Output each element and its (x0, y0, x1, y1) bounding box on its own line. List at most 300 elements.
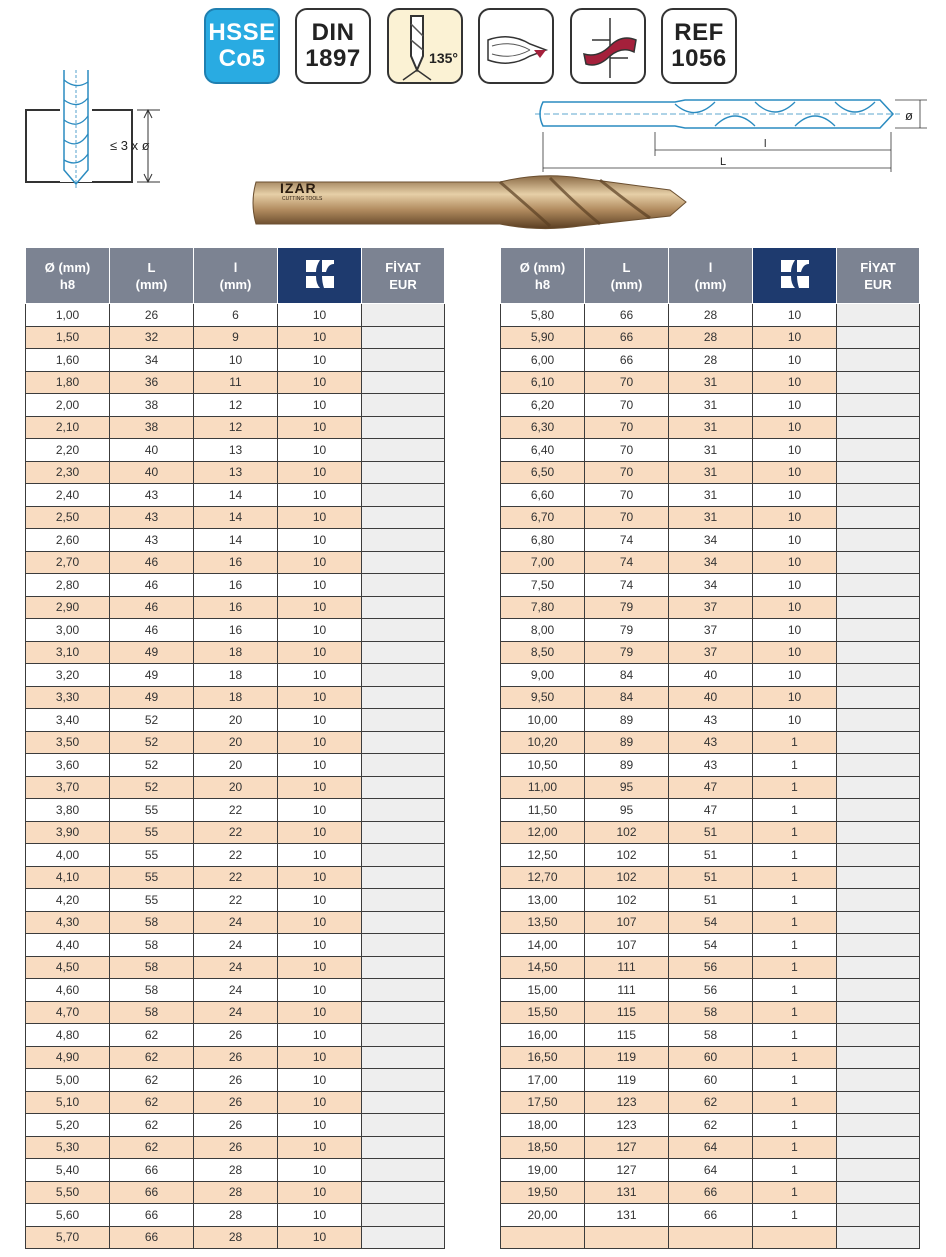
total-length-cell: 62 (110, 1114, 194, 1137)
pack-quantity-cell: 10 (278, 911, 362, 934)
diameter-cell: 20,00 (501, 1204, 585, 1227)
price-cell (362, 304, 445, 327)
price-cell (837, 551, 920, 574)
price-cell (362, 1159, 445, 1182)
diameter-cell: 18,50 (501, 1136, 585, 1159)
total-length-cell: 131 (585, 1181, 669, 1204)
flute-length-cell (669, 1226, 753, 1249)
table-row (501, 506, 920, 529)
diameter-cell: 4,80 (26, 1024, 110, 1047)
diameter-cell: 1,60 (26, 349, 110, 372)
pack-quantity-cell: 10 (278, 1046, 362, 1069)
pack-quantity-cell: 1 (753, 1114, 837, 1137)
flute-length-cell: 31 (669, 439, 753, 462)
flute-length-cell: 40 (669, 686, 753, 709)
total-length-cell: 70 (585, 506, 669, 529)
table-row (26, 1114, 445, 1137)
total-length-cell: 62 (110, 1136, 194, 1159)
pack-quantity-cell: 1 (753, 731, 837, 754)
price-cell (837, 1159, 920, 1182)
pack-quantity-cell: 10 (753, 326, 837, 349)
drill-point-135-icon (389, 10, 465, 86)
price-cell (837, 1136, 920, 1159)
ref-number-badge (661, 8, 737, 84)
pack-quantity-cell: 10 (278, 1091, 362, 1114)
flute-length-cell: 51 (669, 866, 753, 889)
total-length-cell: 66 (110, 1204, 194, 1227)
straight-shank-icon (480, 10, 556, 86)
total-length-header: L (mm) (110, 248, 194, 304)
table-row (501, 799, 920, 822)
pack-quantity-cell: 10 (278, 484, 362, 507)
table-row (26, 686, 445, 709)
flute-length-cell: 66 (669, 1204, 753, 1227)
price-cell (837, 731, 920, 754)
total-length-cell: 70 (585, 394, 669, 417)
diameter-cell: 5,20 (26, 1114, 110, 1137)
diameter-cell: 7,00 (501, 551, 585, 574)
flute-length-cell: 28 (669, 304, 753, 327)
flute-length-cell: 37 (669, 641, 753, 664)
diameter-cell: 5,50 (26, 1181, 110, 1204)
total-length-cell: 49 (110, 664, 194, 687)
total-length-cell: 46 (110, 551, 194, 574)
pack-quantity-cell: 10 (278, 956, 362, 979)
brand-subtitle: CUTTING TOOLS (282, 196, 323, 202)
flute-length-cell: 54 (669, 911, 753, 934)
pack-quantity-cell: 1 (753, 1136, 837, 1159)
diameter-cell: 18,00 (501, 1114, 585, 1137)
flute-length-cell: 26 (194, 1091, 278, 1114)
price-cell (362, 619, 445, 642)
diameter-cell: 10,20 (501, 731, 585, 754)
pack-quantity-cell: 1 (753, 934, 837, 957)
pack-quantity-cell: 10 (753, 664, 837, 687)
pack-quantity-cell: 1 (753, 1181, 837, 1204)
total-length-cell: 52 (110, 731, 194, 754)
price-cell (837, 641, 920, 664)
diameter-cell: 19,00 (501, 1159, 585, 1182)
total-length-cell: 89 (585, 754, 669, 777)
table-row (501, 641, 920, 664)
pack-quantity-cell: 10 (753, 304, 837, 327)
pack-quantity-cell: 10 (278, 1159, 362, 1182)
diameter-cell: 2,80 (26, 574, 110, 597)
flute-length-cell: 16 (194, 551, 278, 574)
total-length-cell: 43 (110, 484, 194, 507)
price-cell (837, 709, 920, 732)
price-cell (362, 934, 445, 957)
flute-length-cell: 28 (669, 326, 753, 349)
split-point-badge (570, 8, 646, 84)
price-cell (837, 326, 920, 349)
flute-length-cell: 47 (669, 799, 753, 822)
flute-length-cell: 12 (194, 416, 278, 439)
table-row (26, 551, 445, 574)
table-row (501, 731, 920, 754)
pack-quantity-cell: 10 (278, 889, 362, 912)
flute-length-cell: 47 (669, 776, 753, 799)
diameter-cell: 3,40 (26, 709, 110, 732)
diameter-cell: 3,30 (26, 686, 110, 709)
diameter-cell: 5,90 (501, 326, 585, 349)
price-cell (837, 866, 920, 889)
pack-quantity-cell: 10 (278, 821, 362, 844)
flute-length-cell: 58 (669, 1024, 753, 1047)
diameter-cell: 2,40 (26, 484, 110, 507)
total-length-cell: 58 (110, 956, 194, 979)
price-cell (837, 371, 920, 394)
diameter-cell: 5,10 (26, 1091, 110, 1114)
flute-length-cell: 31 (669, 484, 753, 507)
pack-quantity-cell: 10 (278, 799, 362, 822)
table-row (501, 1091, 920, 1114)
table-row (26, 799, 445, 822)
total-length-cell: 95 (585, 776, 669, 799)
flute-length-cell: 22 (194, 844, 278, 867)
price-cell (837, 776, 920, 799)
pack-quantity-cell: 10 (278, 551, 362, 574)
price-cell (837, 1114, 920, 1137)
total-length-cell: 74 (585, 529, 669, 552)
diameter-cell: 10,00 (501, 709, 585, 732)
flute-length-cell: 34 (669, 551, 753, 574)
total-length-cell: 95 (585, 799, 669, 822)
diameter-cell: 15,50 (501, 1001, 585, 1024)
flute-length-cell: 26 (194, 1069, 278, 1092)
price-cell (362, 1024, 445, 1047)
price-cell (837, 1001, 920, 1024)
pack-quantity-cell: 10 (278, 326, 362, 349)
price-cell (362, 956, 445, 979)
flute-length-cell: 12 (194, 394, 278, 417)
table-row (501, 529, 920, 552)
table-row (26, 731, 445, 754)
table-row (26, 844, 445, 867)
diameter-cell: 10,50 (501, 754, 585, 777)
pack-quantity-cell: 10 (278, 596, 362, 619)
total-length-cell: 49 (110, 641, 194, 664)
price-cell (837, 596, 920, 619)
price-cell (837, 439, 920, 462)
total-length-cell: 84 (585, 686, 669, 709)
total-length-cell: 74 (585, 574, 669, 597)
price-cell (362, 686, 445, 709)
flute-length-cell: 26 (194, 1046, 278, 1069)
table-row (26, 979, 445, 1002)
badge-line1: HSSE (208, 19, 276, 46)
price-cell (362, 1046, 445, 1069)
price-cell (362, 866, 445, 889)
price-cell (837, 1226, 920, 1249)
diameter-cell: 1,00 (26, 304, 110, 327)
pack-quantity-cell: 10 (278, 349, 362, 372)
table-row (26, 1159, 445, 1182)
flute-length-cell: 13 (194, 439, 278, 462)
diameter-cell: 3,90 (26, 821, 110, 844)
brand-name: IZAR (280, 180, 317, 196)
flute-length-cell: 66 (669, 1181, 753, 1204)
size-table-left (25, 247, 445, 1249)
total-length-cell: 58 (110, 979, 194, 1002)
table-row (26, 484, 445, 507)
flute-length-cell: 24 (194, 979, 278, 1002)
diameter-cell: 7,80 (501, 596, 585, 619)
pack-quantity-cell: 1 (753, 956, 837, 979)
price-cell (837, 1069, 920, 1092)
pack-quantity-cell: 10 (278, 979, 362, 1002)
price-cell (362, 641, 445, 664)
pack-quantity-cell: 10 (278, 1136, 362, 1159)
price-cell (837, 506, 920, 529)
total-length-cell: 66 (585, 304, 669, 327)
total-length-cell: 52 (110, 776, 194, 799)
total-length-dim-label: L (720, 156, 727, 168)
flute-length-cell: 54 (669, 934, 753, 957)
badge-line2: 1056 (671, 45, 727, 72)
pack-quantity-cell: 10 (278, 574, 362, 597)
pack-quantity-cell: 1 (753, 799, 837, 822)
price-cell (362, 731, 445, 754)
diameter-cell: 11,00 (501, 776, 585, 799)
total-length-cell: 79 (585, 641, 669, 664)
diameter-cell (501, 1226, 585, 1249)
diameter-cell: 8,50 (501, 641, 585, 664)
price-cell (362, 1181, 445, 1204)
table-row (26, 1046, 445, 1069)
flute-length-cell: 16 (194, 596, 278, 619)
table-row (26, 461, 445, 484)
pack-quantity-cell: 10 (278, 619, 362, 642)
total-length-cell: 49 (110, 686, 194, 709)
flute-length-cell: 28 (194, 1159, 278, 1182)
flute-length-cell: 24 (194, 1001, 278, 1024)
pack-quantity-cell: 1 (753, 1024, 837, 1047)
total-length-cell: 58 (110, 934, 194, 957)
pack-quantity-cell: 10 (278, 304, 362, 327)
table-row (26, 956, 445, 979)
drill-point-135-badge (387, 8, 463, 84)
diameter-cell: 19,50 (501, 1181, 585, 1204)
pack-quantity-cell: 10 (278, 1069, 362, 1092)
pack-quantity-cell: 10 (753, 439, 837, 462)
total-length-cell: 111 (585, 956, 669, 979)
diameter-cell: 4,10 (26, 866, 110, 889)
total-length-cell: 55 (110, 889, 194, 912)
pack-quantity-cell: 10 (753, 641, 837, 664)
table-row (501, 416, 920, 439)
diameter-cell: 12,00 (501, 821, 585, 844)
total-length-cell: 38 (110, 416, 194, 439)
total-length-cell: 119 (585, 1069, 669, 1092)
table-row (501, 956, 920, 979)
flute-length-cell: 28 (194, 1204, 278, 1227)
table-row (501, 1001, 920, 1024)
total-length-cell: 102 (585, 889, 669, 912)
flute-length-cell: 14 (194, 484, 278, 507)
table-row (501, 349, 920, 372)
flute-length-cell: 14 (194, 529, 278, 552)
flute-length-cell: 51 (669, 844, 753, 867)
table-row (26, 1226, 445, 1249)
table-row (26, 664, 445, 687)
table-row (501, 596, 920, 619)
flute-length-cell: 6 (194, 304, 278, 327)
diameter-cell: 12,70 (501, 866, 585, 889)
diameter-cell: 3,80 (26, 799, 110, 822)
diameter-cell: 9,50 (501, 686, 585, 709)
price-cell (362, 1204, 445, 1227)
diameter-cell: 14,00 (501, 934, 585, 957)
table-row (501, 1046, 920, 1069)
total-length-cell: 123 (585, 1114, 669, 1137)
flute-length-cell: 43 (669, 731, 753, 754)
table-row (501, 1136, 920, 1159)
table-row (501, 934, 920, 957)
din-standard-badge (295, 8, 371, 84)
pack-quantity-cell: 10 (753, 596, 837, 619)
package-quantity-icon (775, 254, 815, 294)
pack-quantity-cell: 1 (753, 821, 837, 844)
point-angle-label: 135° (429, 50, 458, 66)
price-cell (837, 754, 920, 777)
flute-length-cell: 26 (194, 1136, 278, 1159)
diameter-cell: 3,60 (26, 754, 110, 777)
total-length-cell: 58 (110, 1001, 194, 1024)
diameter-cell: 8,00 (501, 619, 585, 642)
table-row (501, 1226, 920, 1249)
flute-length-cell: 60 (669, 1069, 753, 1092)
table-header-row (501, 248, 920, 304)
table-row (501, 686, 920, 709)
price-cell (362, 709, 445, 732)
product-drill-image (250, 168, 690, 240)
total-length-cell: 38 (110, 394, 194, 417)
flute-length-cell: 31 (669, 416, 753, 439)
diameter-cell: 2,50 (26, 506, 110, 529)
diameter-cell: 17,50 (501, 1091, 585, 1114)
price-cell (362, 349, 445, 372)
pack-quantity-cell: 10 (278, 506, 362, 529)
pack-quantity-cell: 10 (278, 439, 362, 462)
size-table-right (500, 247, 920, 1249)
total-length-cell: 107 (585, 911, 669, 934)
price-cell (362, 754, 445, 777)
table-row (26, 394, 445, 417)
flute-length-cell: 43 (669, 709, 753, 732)
total-length-cell: 84 (585, 664, 669, 687)
price-cell (362, 506, 445, 529)
diameter-cell: 14,50 (501, 956, 585, 979)
total-length-cell: 62 (110, 1091, 194, 1114)
flute-length-cell: 18 (194, 686, 278, 709)
table-row (501, 619, 920, 642)
pack-quantity-cell: 10 (753, 709, 837, 732)
total-length-header: L (mm) (585, 248, 669, 304)
price-cell (837, 304, 920, 327)
table-row (501, 754, 920, 777)
flute-length-cell: 24 (194, 934, 278, 957)
table-row (26, 326, 445, 349)
price-cell (837, 821, 920, 844)
flute-length-dim-label: l (764, 138, 767, 150)
table-row (501, 394, 920, 417)
flute-length-cell: 10 (194, 349, 278, 372)
table-row (26, 349, 445, 372)
pack-quantity-cell (753, 1226, 837, 1249)
total-length-cell: 62 (110, 1069, 194, 1092)
flute-length-cell: 62 (669, 1114, 753, 1137)
table-row (501, 484, 920, 507)
flute-length-cell: 56 (669, 956, 753, 979)
price-cell (362, 1091, 445, 1114)
price-cell (362, 1226, 445, 1249)
flute-length-cell: 26 (194, 1114, 278, 1137)
diameter-cell: 17,00 (501, 1069, 585, 1092)
table-row (26, 529, 445, 552)
diameter-cell: 1,80 (26, 371, 110, 394)
total-length-cell: 32 (110, 326, 194, 349)
price-cell (362, 799, 445, 822)
pack-quantity-cell: 10 (278, 1114, 362, 1137)
total-length-cell: 79 (585, 619, 669, 642)
diameter-cell: 2,60 (26, 529, 110, 552)
table-row (501, 1024, 920, 1047)
flute-length-cell: 22 (194, 866, 278, 889)
total-length-cell: 52 (110, 754, 194, 777)
total-length-cell: 107 (585, 934, 669, 957)
total-length-cell: 70 (585, 484, 669, 507)
flute-length-cell: 18 (194, 664, 278, 687)
table-row (26, 776, 445, 799)
pack-quantity-cell: 10 (753, 506, 837, 529)
badge-line1: DIN (311, 19, 355, 46)
table-row (501, 844, 920, 867)
diameter-cell: 3,20 (26, 664, 110, 687)
flute-length-header: l (mm) (669, 248, 753, 304)
diameter-cell: 6,60 (501, 484, 585, 507)
pack-quantity-cell: 1 (753, 1159, 837, 1182)
pack-quantity-cell: 1 (753, 1091, 837, 1114)
pack-quantity-cell: 1 (753, 1069, 837, 1092)
diameter-cell: 16,50 (501, 1046, 585, 1069)
pack-quantity-cell: 1 (753, 1001, 837, 1024)
flute-length-cell: 13 (194, 461, 278, 484)
flute-length-cell: 22 (194, 821, 278, 844)
total-length-cell: 79 (585, 596, 669, 619)
diameter-cell: 3,00 (26, 619, 110, 642)
table-row (26, 371, 445, 394)
table-row (26, 866, 445, 889)
flute-length-cell: 64 (669, 1136, 753, 1159)
table-row (501, 461, 920, 484)
price-cell (837, 349, 920, 372)
badge-line2: Co5 (218, 45, 266, 72)
table-row (26, 1181, 445, 1204)
price-cell (362, 461, 445, 484)
total-length-cell: 46 (110, 596, 194, 619)
price-cell (362, 821, 445, 844)
price-cell (837, 934, 920, 957)
table-row (26, 934, 445, 957)
total-length-cell: 70 (585, 461, 669, 484)
straight-shank-badge (478, 8, 554, 84)
total-length-cell: 115 (585, 1001, 669, 1024)
flute-length-cell: 40 (669, 664, 753, 687)
total-length-cell: 46 (110, 619, 194, 642)
drilling-depth-diagram (22, 70, 172, 190)
pack-quantity-cell: 10 (278, 461, 362, 484)
